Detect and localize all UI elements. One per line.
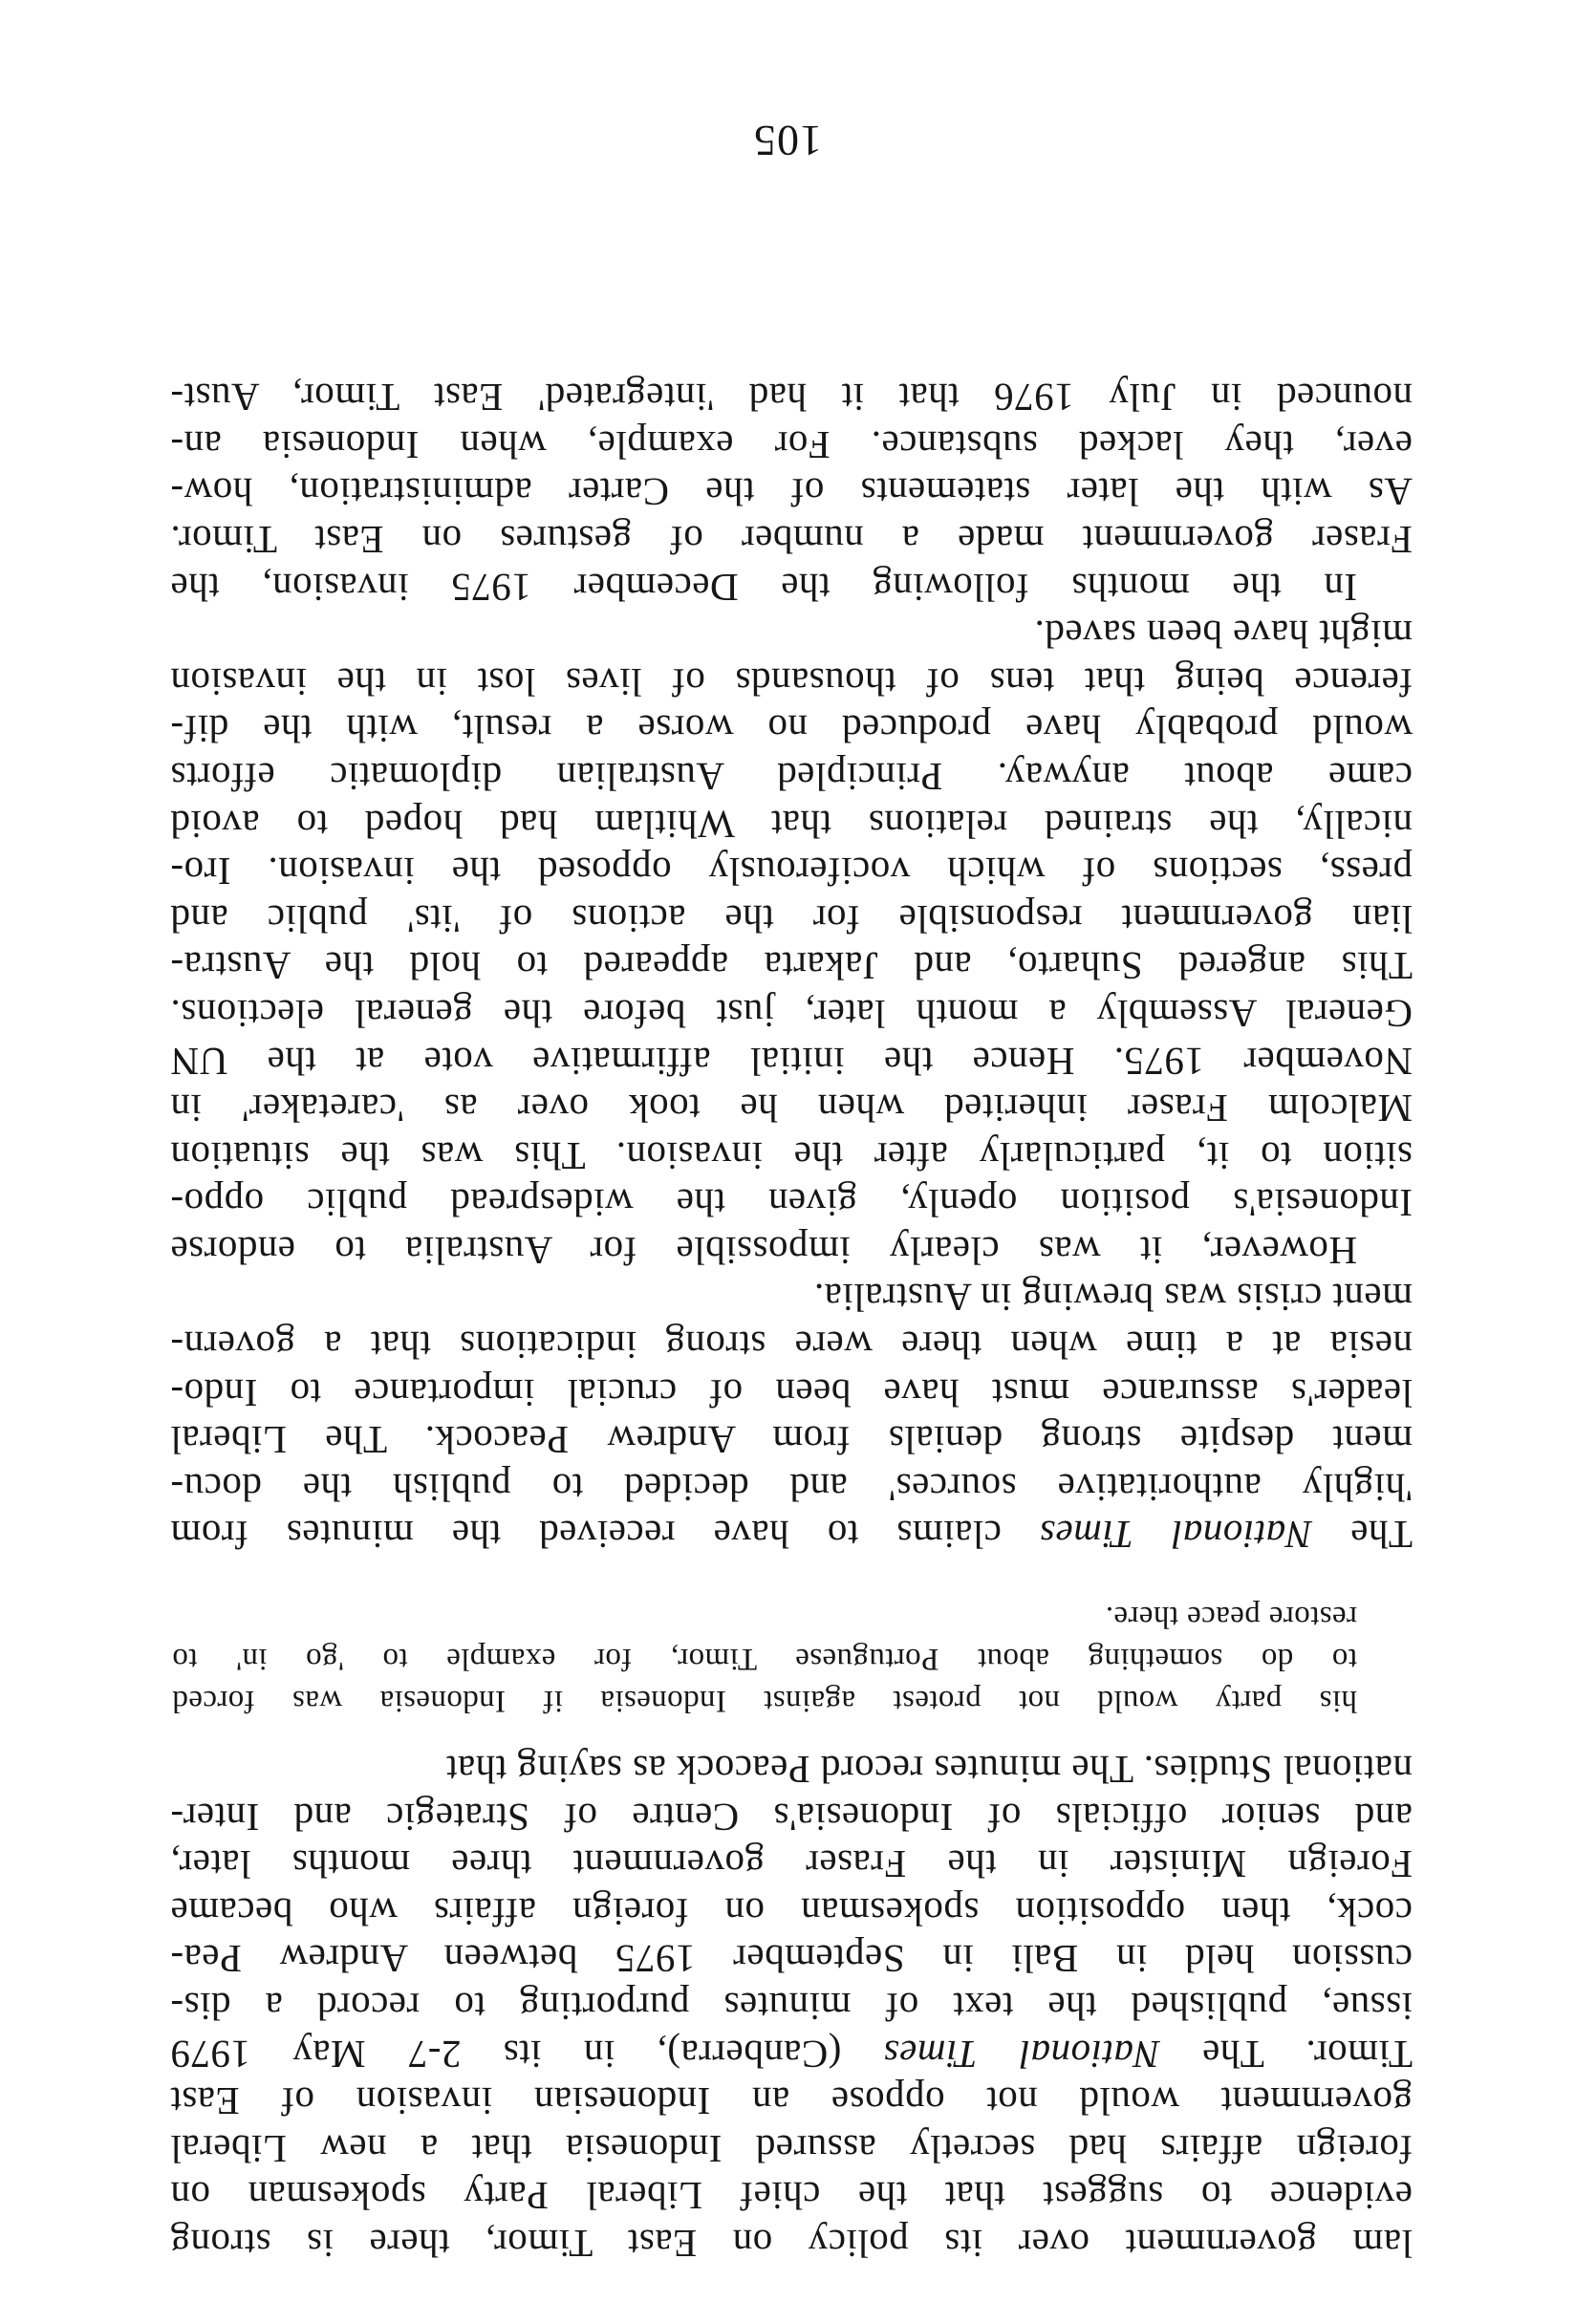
body-line: ference being that tens of thousands of lives lost in the invasion [170,659,1413,704]
body-line: Fraser government made a number of gestures on East Timor. [170,518,1413,562]
body-line: and senior officials of Indonesia's Centre of Strategic and Inter- [170,1795,1413,1840]
body-line: Foreign Minister in the Fraser government three months later, [170,1842,1413,1887]
quote-line: to do something about Portuguese Timor, for example to 'go in' to [172,1642,1357,1677]
body-line: ment crisis was brewing in Australia. [813,1276,1413,1321]
body-line: Timor. The National Times (Canberra), in its 2-7 May 1979 [170,2032,1413,2077]
body-line: In the months following the December 1975 invasion, the [170,565,1357,610]
body-line: sition to it, particularly after the invasion. This was the situation [170,1133,1413,1178]
body-line: However, it was clearly impossible for Australia to endorse [170,1228,1357,1273]
body-line: November 1975. Hence the initial affirmative vote at the UN [170,1039,1413,1084]
body-line: General Assembly a month later, just before the general elections. [170,991,1413,1036]
body-line: evidence to suggest that the chief Liberal Party spokesman on [170,2174,1413,2219]
quote-line: his party would not protest against Indonesia if Indonesia was forced [172,1684,1357,1719]
body-line: Malcolm Fraser inherited when he took over as 'caretaker' in [170,1087,1413,1131]
spacer [170,1722,1413,1745]
body-line: ment despite strong denials from Andrew Peacock. The Liberal [170,1418,1413,1463]
body-line: would probably have produced no worse a result, with the dif- [170,707,1413,752]
page-number: 105 [753,117,822,165]
body-line: lian government responsible for the actions of 'its' public and [170,896,1413,941]
body-line: nically, the strained relations that Whitlam had hoped to avoid [170,802,1413,847]
body-line: issue, published the text of minutes purporting to record a dis- [170,1985,1413,2030]
body-line: ever, they lacked substance. For example, when Indonesia an- [170,422,1413,467]
body-line: government would not oppose an Indonesian invasion of East [170,2079,1413,2124]
body-line: As with the later statements of the Carter administration, how- [170,470,1413,515]
body-line: leader's assurance must have been of crucial importance to Indo- [170,1370,1413,1415]
body-line: The National Times claims to have received the minutes from [169,1513,1413,1558]
page-text [170,374,1413,2267]
body-line: cussion held in Bali in September 1975 between Andrew Pea- [170,1937,1413,1982]
body-line: 'highly authoritative sources' and decided to publish the docu- [170,1465,1413,1510]
spacer [170,1558,1413,1596]
body-line: foreign affairs had secretly assured Indonesia that a new Liberal [170,2126,1413,2171]
body-line: press, sections of which vociferously opposed the invasion. Iro- [170,850,1413,894]
body-line: cock, then opposition spokesman on foreign affairs who became [170,1889,1413,1934]
body-line: came about anyway. Principled Australian diplomatic efforts [170,754,1413,799]
body-line: nounced in July 1976 that it had 'integrated' East Timor, Aust- [170,376,1413,420]
body-line: might have been saved. [1034,613,1413,657]
block-quote [172,1596,1413,1722]
periodical-title: National Times [883,2032,1160,2077]
quote-line: restore peace there. [1105,1600,1357,1635]
body-line: nesia at a time when there were strong indications that a govern- [170,1323,1413,1368]
body-line: Indonesia's position openly, given the widespread public oppo- [170,1181,1413,1226]
periodical-title: National Times [1039,1513,1313,1558]
body-line: national Studies. The minutes record Peacock as saying that [445,1748,1413,1793]
body-line: This angered Suharto, and Jakarta appeared to hold the Austra- [170,944,1413,989]
body-line: lam government over its policy on East Timor, there is strong [170,2222,1413,2266]
